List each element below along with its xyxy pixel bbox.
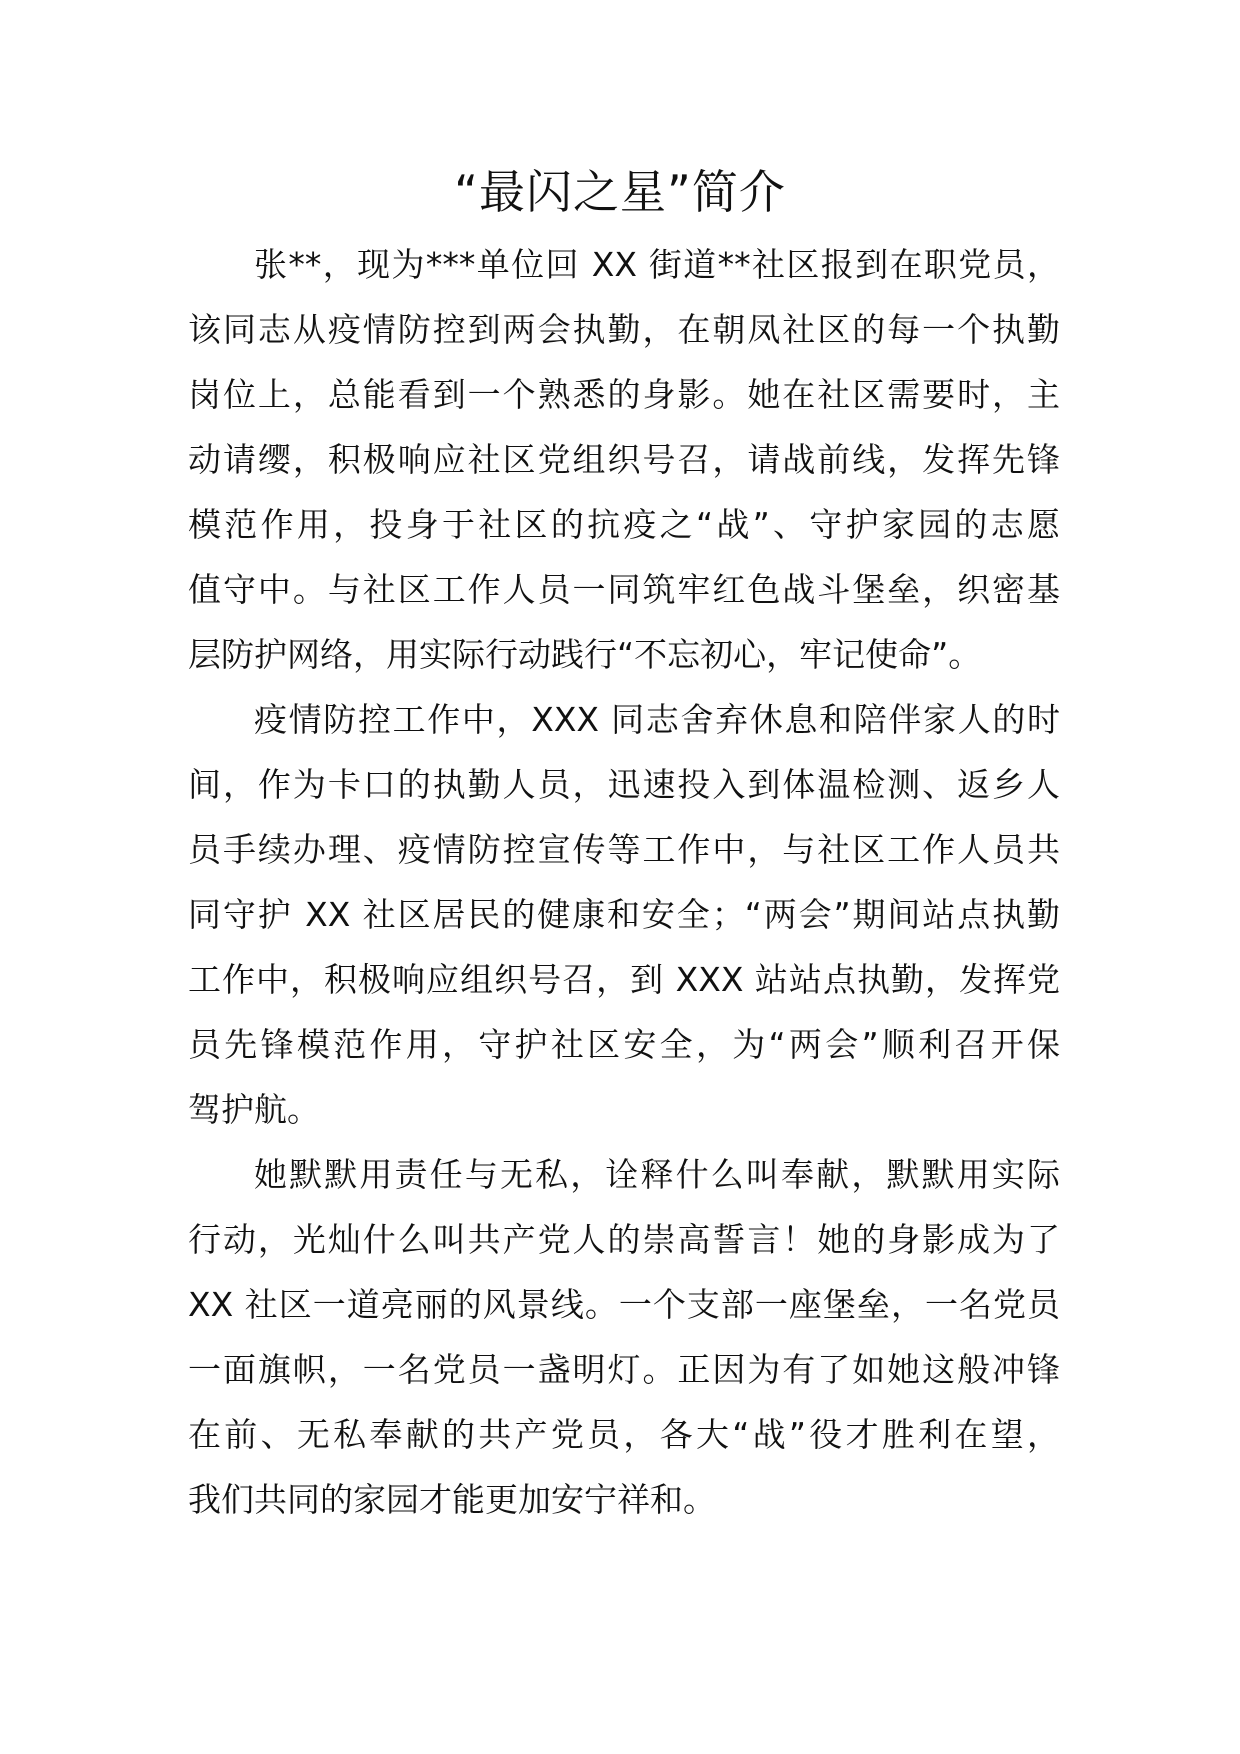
paragraph-line: 层防护网络，用实际行动践行“不忘初心，牢记使命”。 (188, 635, 982, 674)
paragraph-line: 动请缨，积极响应社区党组织号召，请战前线，发挥先锋 (188, 440, 1060, 479)
paragraph-3 (188, 1142, 1060, 1532)
paragraph-line: 在前、无私奉献的共产党员，各大“战”役才胜利在望， (188, 1415, 1060, 1454)
paragraph-line: 岗位上，总能看到一个熟悉的身影。她在社区需要时，主 (188, 375, 1060, 414)
paragraph-line: 间，作为卡口的执勤人员，迅速投入到体温检测、返乡人 (188, 765, 1060, 804)
paragraph-line: 驾护航。 (188, 1090, 320, 1129)
paragraph-line: 一面旗帜，一名党员一盏明灯。正因为有了如她这般冲锋 (188, 1350, 1060, 1389)
paragraph-line: 模范作用，投身于社区的抗疫之“战”、守护家园的志愿 (188, 505, 1060, 544)
paragraph-line: 该同志从疫情防控到两会执勤，在朝凤社区的每一个执勤 (188, 310, 1060, 349)
paragraph-line: 同守护 XX 社区居民的健康和安全；“两会”期间站点执勤 (188, 895, 1060, 934)
paragraph-line: 员手续办理、疫情防控宣传等工作中，与社区工作人员共 (188, 830, 1060, 869)
paragraph-line: 我们共同的家园才能更加安宁祥和。 (188, 1480, 716, 1519)
document-body (188, 232, 1060, 1532)
paragraph-line: 工作中，积极响应组织号召，到 XXX 站站点执勤，发挥党 (188, 960, 1060, 999)
paragraph-line: 行动，光灿什么叫共产党人的崇高誓言！她的身影成为了 (188, 1220, 1060, 1259)
paragraph-line: 员先锋模范作用，守护社区安全，为“两会”顺利召开保 (188, 1025, 1060, 1064)
paragraph-line: 她默默用责任与无私，诠释什么叫奉献，默默用实际 (254, 1155, 1060, 1194)
paragraph-2 (188, 687, 1060, 1142)
paragraph-line: 疫情防控工作中，XXX 同志舍弃休息和陪伴家人的时 (254, 700, 1060, 739)
paragraph-1 (188, 232, 1060, 687)
paragraph-line: 值守中。与社区工作人员一同筑牢红色战斗堡垒，织密基 (188, 570, 1060, 609)
paragraph-line: 张**，现为***单位回 XX 街道**社区报到在职党员， (254, 245, 1060, 284)
document-title: “最闪之星”简介 (454, 165, 786, 219)
paragraph-line: XX 社区一道亮丽的风景线。一个支部一座堡垒，一名党员 (188, 1285, 1060, 1324)
